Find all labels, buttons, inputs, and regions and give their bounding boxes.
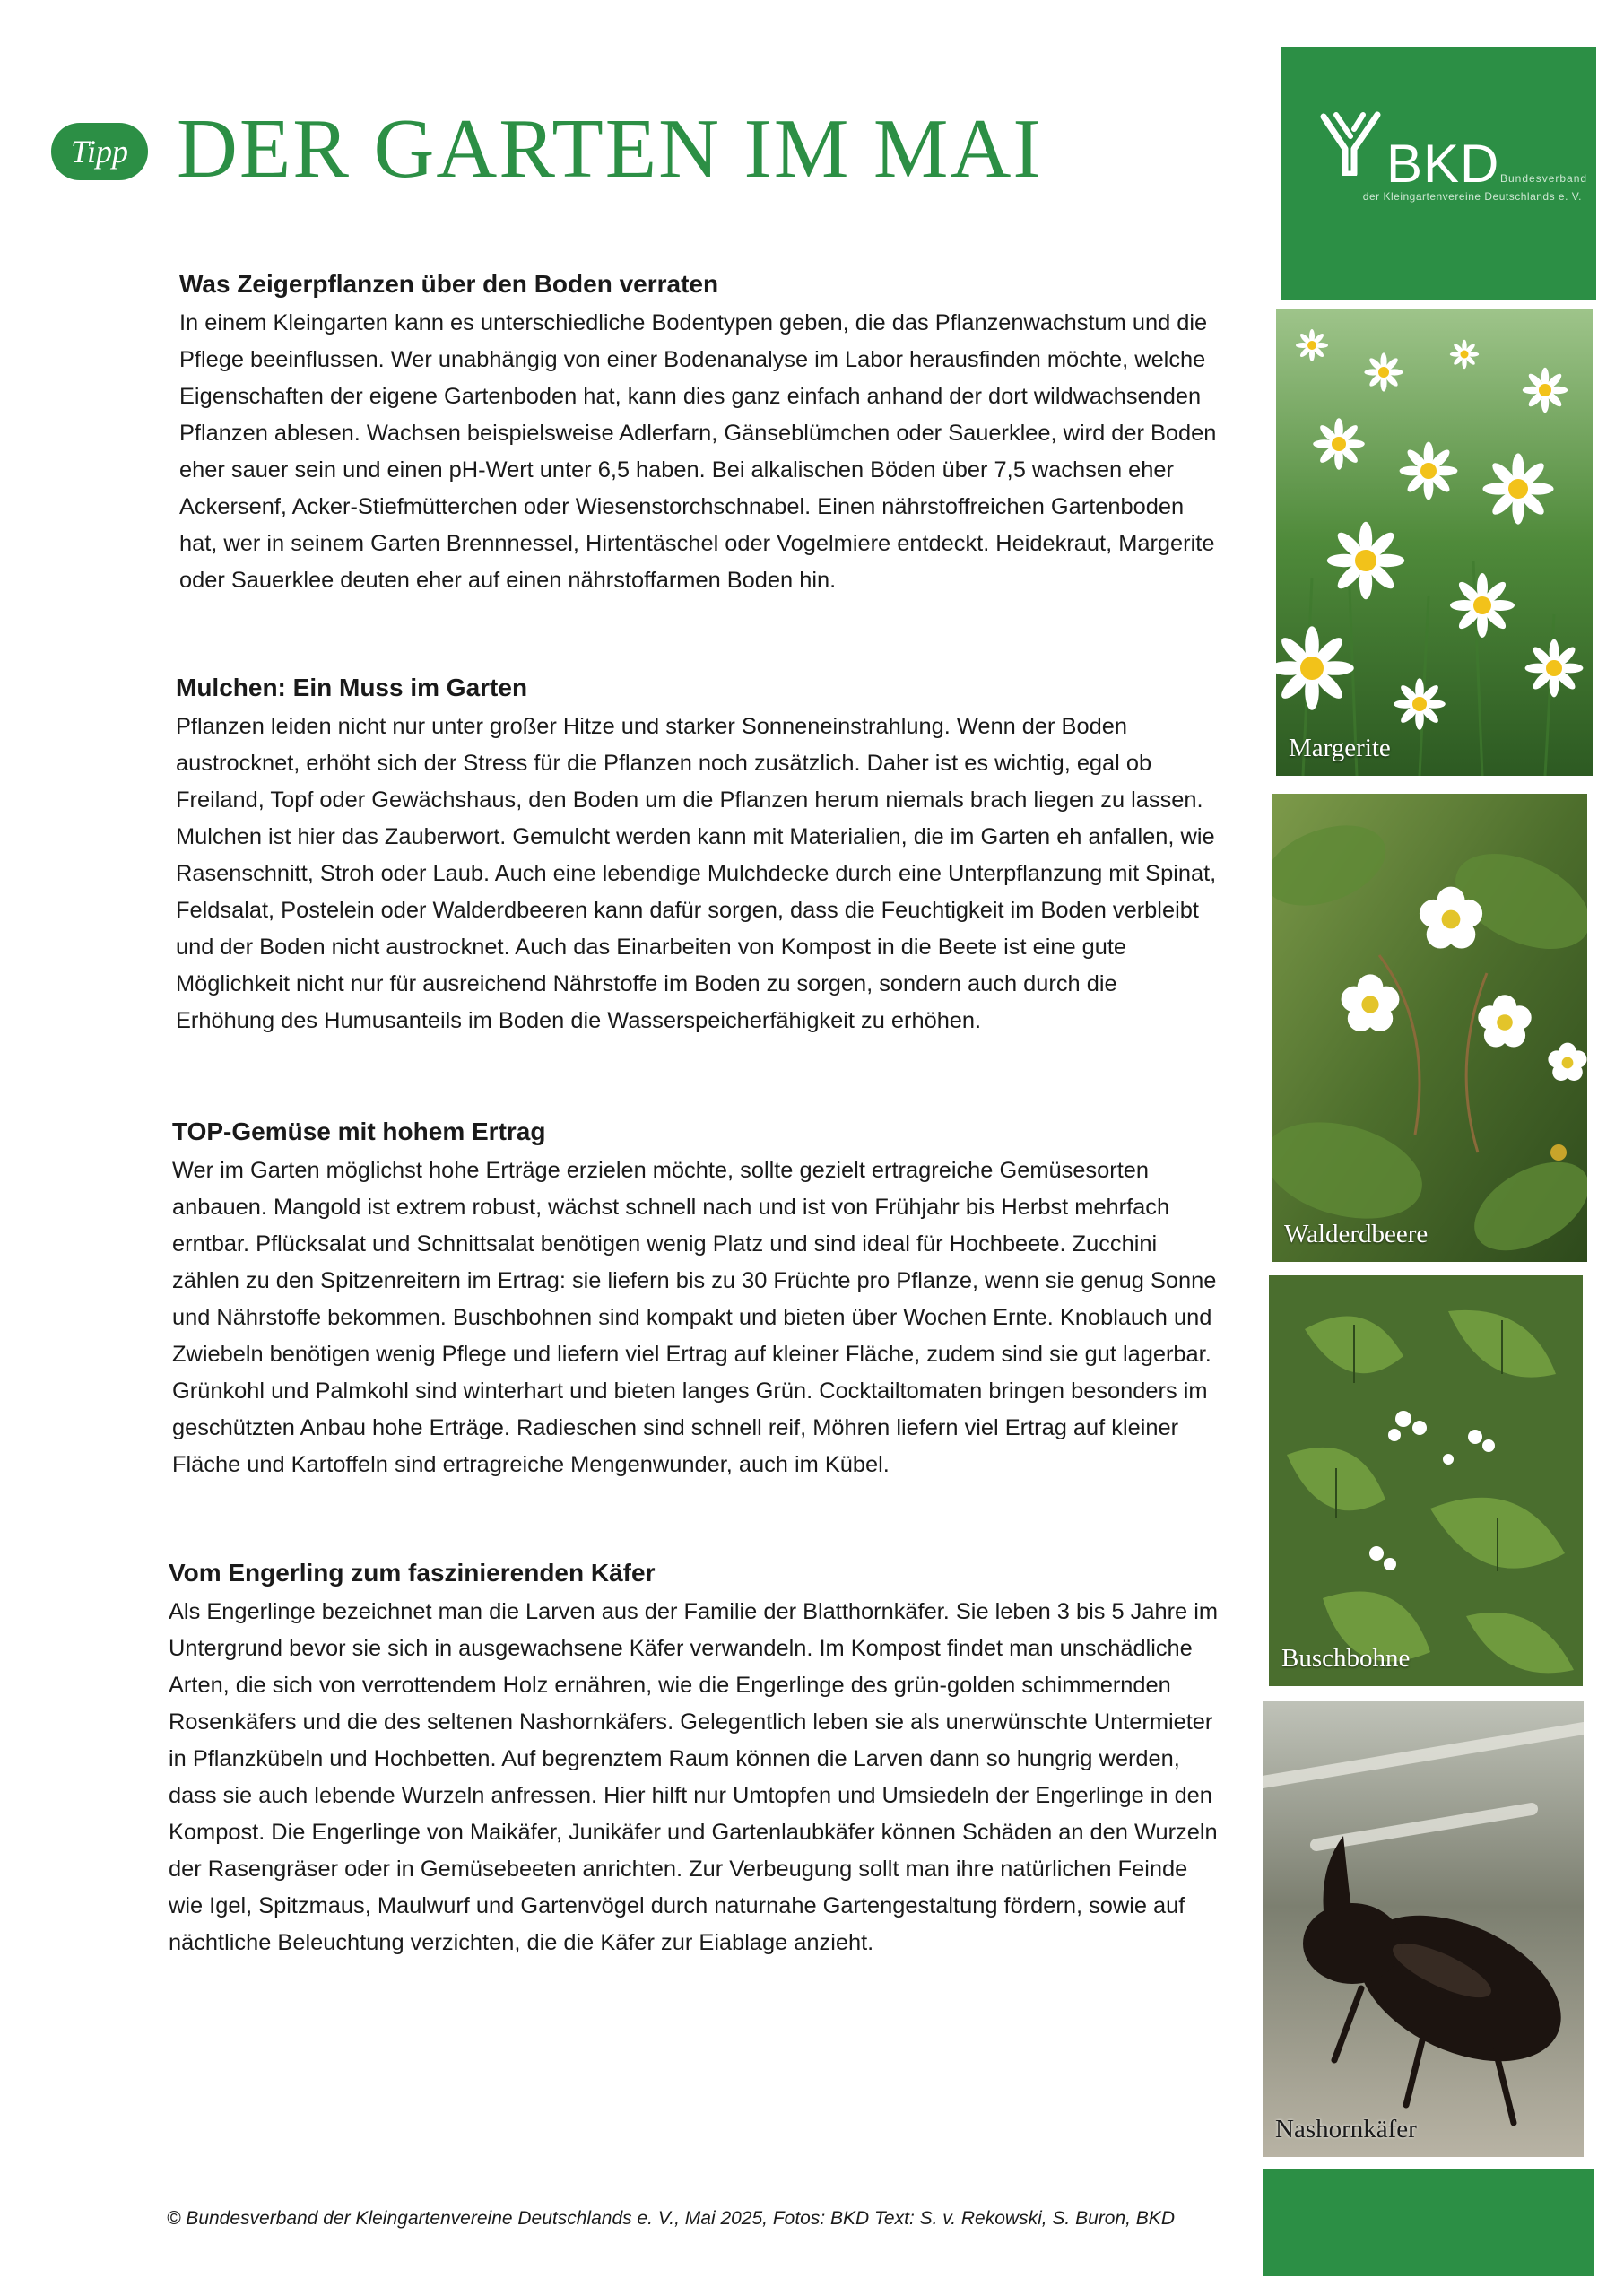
copyright-line: © Bundesverband der Kleingartenvereine Deutschlands e. V., Mai 2025, Fotos: BKD Text: S. v. Rekowski, S. Buron, BKD: [167, 2208, 1175, 2229]
section-body: In einem Kleingarten kann es unterschiedliche Bodentypen geben, die das Pflanzenwachstum und die Pflege beeinflussen. Wer unabhängig von einer Bodenanalyse im Labor herausfinden möchte, welche Eigenschaften der eigene Gartenboden hat, kann dies ganz einfach anhand der dort wildwachsenden Pflanzen ablesen. Wachsen beispielsweise Adlerfarn, Gänseblümchen oder Sauerklee, wird der Boden eher sauer sein und einen pH-Wert unter 6,5 haben. Bei alkalischen Böden über 7,5 wachsen eher Ackersenf, Acker-Stiefmütterchen oder Wiesenstorchschnabel. Einen nährstoffreichen Gartenboden hat, wer in seinem Garten Brennnessel, Hirtentäschel oder Vogelmiere entdeckt. Heidekraut, Margerite oder Sauerklee deuten eher auf einen nährstoffarmen Boden hin.: [179, 309, 1217, 593]
section-title: TOP-Gemüse mit hohem Ertrag: [172, 1118, 546, 1145]
bkd-logo-wordmark: BKD: [1386, 134, 1500, 194]
section-top-gemuese: [172, 1117, 1220, 1483]
rhinoceros-beetle-photo: [1263, 1701, 1584, 2157]
photo-caption-margerite: Margerite: [1289, 734, 1391, 762]
section-body: Wer im Garten möglichst hohe Erträge erzielen möchte, sollte gezielt ertragreiche Gemüsesorten anbauen. Mangold ist extrem robust, wächst schnell nach und ist von Frühjahr bis Herbst mehrfach erntbar. Pflücksalat und Schnittsalat benötigen wenig Platz und sind ideal für Hochbeete. Zucchini zählen zu den Spitzenreitern im Ertrag: sie liefern bis zu 30 Früchte pro Pflanze, wenn sie genug Sonne und Nährstoffe bekommen. Buschbohnen sind kompakt und bieten über Wochen Ernte. Knoblauch und Zwiebeln benötigen wenig Pflege und liefern viel Ertrag auf kleiner Fläche, zudem sind sie gut lagerbar. Grünkohl und Palmkohl sind winterhart und bieten langes Grün. Cocktailtomaten bringen besonders im geschützten Anbau hohe Erträge. Radieschen sind schnell reif, Möhren liefern viel Ertrag auf kleiner Fläche und Kartoffeln sind ertragreiche Mengenwunder, auch im Kübel.: [172, 1157, 1217, 1477]
bkd-logo-icon: [1318, 109, 1383, 176]
daisy-photo: [1276, 309, 1593, 776]
photo-caption-nashornkaefer: Nashornkäfer: [1275, 2115, 1417, 2144]
wild-strawberry-photo: [1272, 794, 1587, 1262]
section-engerling: [169, 1558, 1220, 1961]
tipp-badge: Tipp: [51, 123, 148, 180]
bush-bean-photo: [1269, 1275, 1583, 1686]
logo-subtitle-line1: Bundesverband: [1500, 172, 1588, 185]
page-title: DER GARTEN IM MAI: [177, 102, 1043, 196]
section-body: Pflanzen leiden nicht nur unter großer Hitze und starker Sonneneinstrahlung. Wenn der Boden austrocknet, erhöht sich der Stress für die Pflanzen noch zusätzlich. Daher ist es wichtig, egal ob Freiland, Topf oder Gewächshaus, den Boden um die Pflanzen herum niemals brach liegen zu lassen. Mulchen ist hier das Zauberwort. Gemulcht werden kann mit Materialien, die im Garten eh anfallen, wie Rasenschnitt, Stroh oder Laub. Auch eine lebendige Mulchdecke durch eine Unterpflanzung mit Spinat, Feldsalat, Postelein oder Walderdbeeren kann dafür sorgen, dass die Feuchtigkeit im Boden verbleibt und der Boden nicht austrocknet. Auch das Einarbeiten von Kompost in die Beete ist eine gute Möglichkeit nicht nur für ausreichend Nährstoffe im Boden zu sorgen, sondern auch durch die Erhöhung des Humusanteils im Boden die Wasserspeicherfähigkeit zu erhöhen.: [176, 713, 1217, 1033]
section-zeigerpflanzen: [179, 269, 1220, 599]
logo-subtitle-line2: der Kleingartenvereine Deutschlands e. V.: [1362, 190, 1582, 203]
section-title: Vom Engerling zum faszinierenden Käfer: [169, 1559, 656, 1587]
section-body: Als Engerlinge bezeichnet man die Larven aus der Familie der Blatthornkäfer. Sie leben 3 bis 5 Jahre im Untergrund bevor sie sich in ausgewachsene Käfer verwandeln. Im Kompost findet man unschädliche Arten, die sich von verrottendem Holz ernähren, wie die Engerlinge des grün-golden schimmernden Rosenkäfers und die des seltenen Nashornkäfers. Gelegentlich leben sie als unerwünschte Untermieter in Pflanzkübeln und Hochbetten. Auf begrenztem Raum können die Larven dann so hungrig werden, dass sie auch lebende Wurzeln anfressen. Hier hilft nur Umtopfen und Umsiedeln der Engerlinge in den Kompost. Die Engerlinge von Maikäfer, Junikäfer und Gartenlaubkäfer können Schäden an den Wurzeln der Rasengräser oder in Gemüsebeeten anrichten. Zur Verbeugung sollt man ihre natürlichen Feinde wie Igel, Spitzmaus, Maulwurf und Gartenvögel durch naturnahe Gartengestaltung fördern, sowie auf nächtliche Beleuchtung verzichten, die die Käfer zur Eiablage anzieht.: [169, 1598, 1219, 1955]
section-title: Was Zeigerpflanzen über den Boden verraten: [179, 270, 719, 298]
photo-caption-walderdbeere: Walderdbeere: [1284, 1220, 1429, 1248]
section-mulchen: [176, 673, 1220, 1039]
footer-green-bar: [1263, 2169, 1594, 2276]
section-title: Mulchen: Ein Muss im Garten: [176, 674, 528, 701]
bkd-logo-block: [1281, 47, 1596, 300]
photo-caption-buschbohne: Buschbohne: [1281, 1644, 1411, 1673]
